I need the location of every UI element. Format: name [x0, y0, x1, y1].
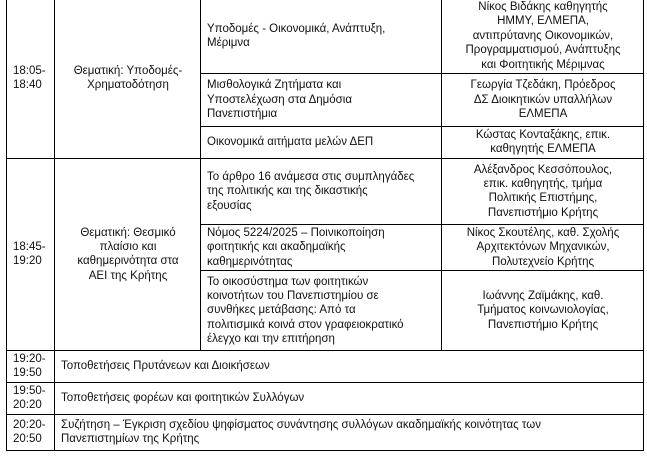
- session-description: Συζήτηση – Έγκριση σχεδίου ψηφίσματος συνάντησης συλλόγων ακαδημαϊκής κοινότητας των Πανεπιστημίων της Κρήτης: [55, 414, 644, 450]
- topic-cell: Το οικοσύστημα των φοιτητικών κοινοτήτων του Πανεπιστημίου σε συνθήκες μετάβασης: Από τα πολιτισμικά κοινά στον γραφειοκρατικό έλεγχο και την επιτήρηση: [201, 271, 442, 351]
- schedule-row: [7, 158, 644, 224]
- speaker-cell: Ιωάννης Ζαϊμάκης, καθ. Τμήματος κοινωνιολογίας, Πανεπιστήμιο Κρήτης: [442, 271, 644, 351]
- topic-cell: Οικονομικά αιτήματα μελών ΔΕΠ: [201, 127, 442, 159]
- topic-cell: Νόμος 5224/2025 – Ποινικοποίηση φοιτητικής και ακαδημαϊκής καθημερινότητας: [201, 224, 442, 270]
- time-slot: 18:45- 19:20: [7, 158, 55, 350]
- session-row: [7, 351, 644, 383]
- session-description: Τοποθετήσεις Πρυτάνεων και Διοικήσεων: [55, 351, 644, 383]
- speaker-cell: Νίκος Σκουτέλης, καθ. Σχολής Αρχιτεκτόνων Μηχανικών, Πολυτεχνείο Κρήτης: [442, 224, 644, 270]
- speaker-cell: Κώστας Κονταξάκης, επικ. καθηγητής ΕΛΜΕΠΑ: [442, 127, 644, 159]
- session-row: [7, 382, 644, 414]
- speaker-cell: Νίκος Βιδάκης καθηγητής ΗΜΜΥ, ΕΛΜΕΠΑ, αντιπρύτανης Οικονομικών, Προγραμματισμού, Ανάπτυξης και Φοιτητικής Μέριμνας: [442, 0, 644, 74]
- topic-cell: Υποδομές - Οικονομικά, Ανάπτυξη, Μέριμνα: [201, 0, 442, 74]
- theme-cell: Θεματική: Υποδομές- Χρηματοδότηση: [55, 0, 201, 158]
- session-row: [7, 414, 644, 450]
- schedule-body: [7, 0, 644, 450]
- topic-cell: Μισθολογικά Ζητήματα και Υποστελέχωση στα Δημόσια Πανεπιστήμια: [201, 74, 442, 127]
- time-slot: 19:20- 19:50: [7, 351, 55, 383]
- speaker-cell: Αλέξανδρος Κεσσόπουλος, επικ. καθηγητής, τμήμα Πολιτικής Επιστήμης, Πανεπιστήμιο Κρήτης: [442, 158, 644, 224]
- time-slot: 18:05- 18:40: [7, 0, 55, 158]
- speaker-cell: Γεωργία Τζεδάκη, Πρόεδρος ΔΣ Διοικητικών υπαλλήλων ΕΛΜΕΠΑ: [442, 74, 644, 127]
- schedule-row: [7, 0, 644, 74]
- session-description: Τοποθετήσεις φορέων και φοιτητικών Συλλόγων: [55, 382, 644, 414]
- topic-cell: Το άρθρο 16 ανάμεσα στις συμπληγάδες της πολιτικής και της δικαστικής εξουσίας: [201, 158, 442, 224]
- time-slot: 19:50- 20:20: [7, 382, 55, 414]
- time-slot: 20:20- 20:50: [7, 414, 55, 450]
- schedule-table: [6, 0, 644, 451]
- theme-cell: Θεματική: Θεσμικό πλαίσιο και καθημερινότητα στα ΑΕΙ της Κρήτης: [55, 158, 201, 350]
